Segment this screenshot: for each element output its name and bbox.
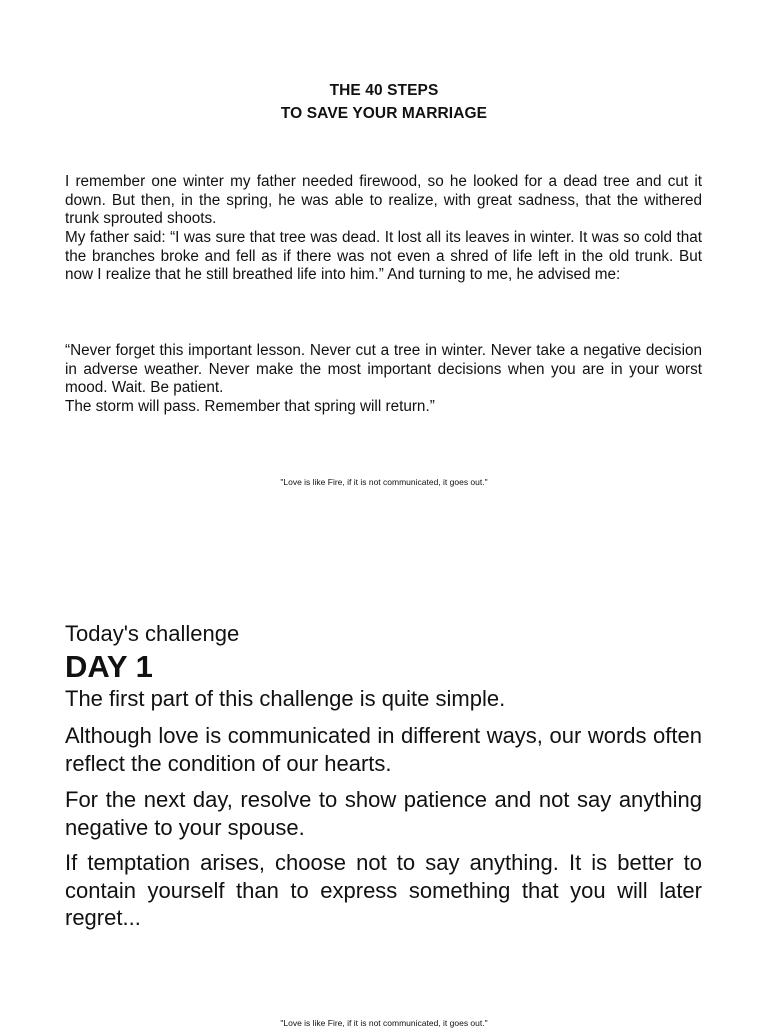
challenge-paragraph-4: If temptation arises, choose not to say anything. It is better to contain yourself than to express something that you will later regret... <box>65 850 702 930</box>
challenge-paragraph-3: For the next day, resolve to show patience and not say anything negative to your spouse. <box>65 787 702 840</box>
story-paragraph-4: The storm will pass. Remember that spring will return.” <box>65 398 435 415</box>
challenge-paragraph-2: Although love is communicated in different ways, our words often reflect the condition of our hearts. <box>65 723 702 776</box>
story-paragraph-2: My father said: “I was sure that tree was dead. It lost all its leaves in winter. It was so cold that the branches broke and fell as if there was not even a shred of life left in the old trunk. But now I realize that he still breathed life into him.” And turning to me, he advised me: <box>65 229 702 283</box>
story-paragraph-1: I remember one winter my father needed firewood, so he looked for a dead tree and cut it down. But then, in the spring, he was able to realize, with great sadness, that the withered trunk sprouted shoots. <box>65 173 702 227</box>
footer-quote: "Love is like Fire, if it is not communicated, it goes out." <box>280 477 488 487</box>
challenge-label: Today's challenge <box>65 621 240 646</box>
day-heading: DAY 1 <box>65 649 153 684</box>
story-paragraph-3: “Never forget this important lesson. Never cut a tree in winter. Never take a negative decision in adverse weather. Never make the most important decisions when you are in your worst mood. Wait. Be patient. <box>65 342 702 396</box>
document-title-line-1: THE 40 STEPS <box>329 82 439 99</box>
footer-quote-repeat: "Love is like Fire, if it is not communicated, it goes out." <box>280 1018 488 1028</box>
document-title-line-2: TO SAVE YOUR MARRIAGE <box>280 105 488 122</box>
challenge-paragraph-1: The first part of this challenge is quite simple. <box>65 686 506 711</box>
